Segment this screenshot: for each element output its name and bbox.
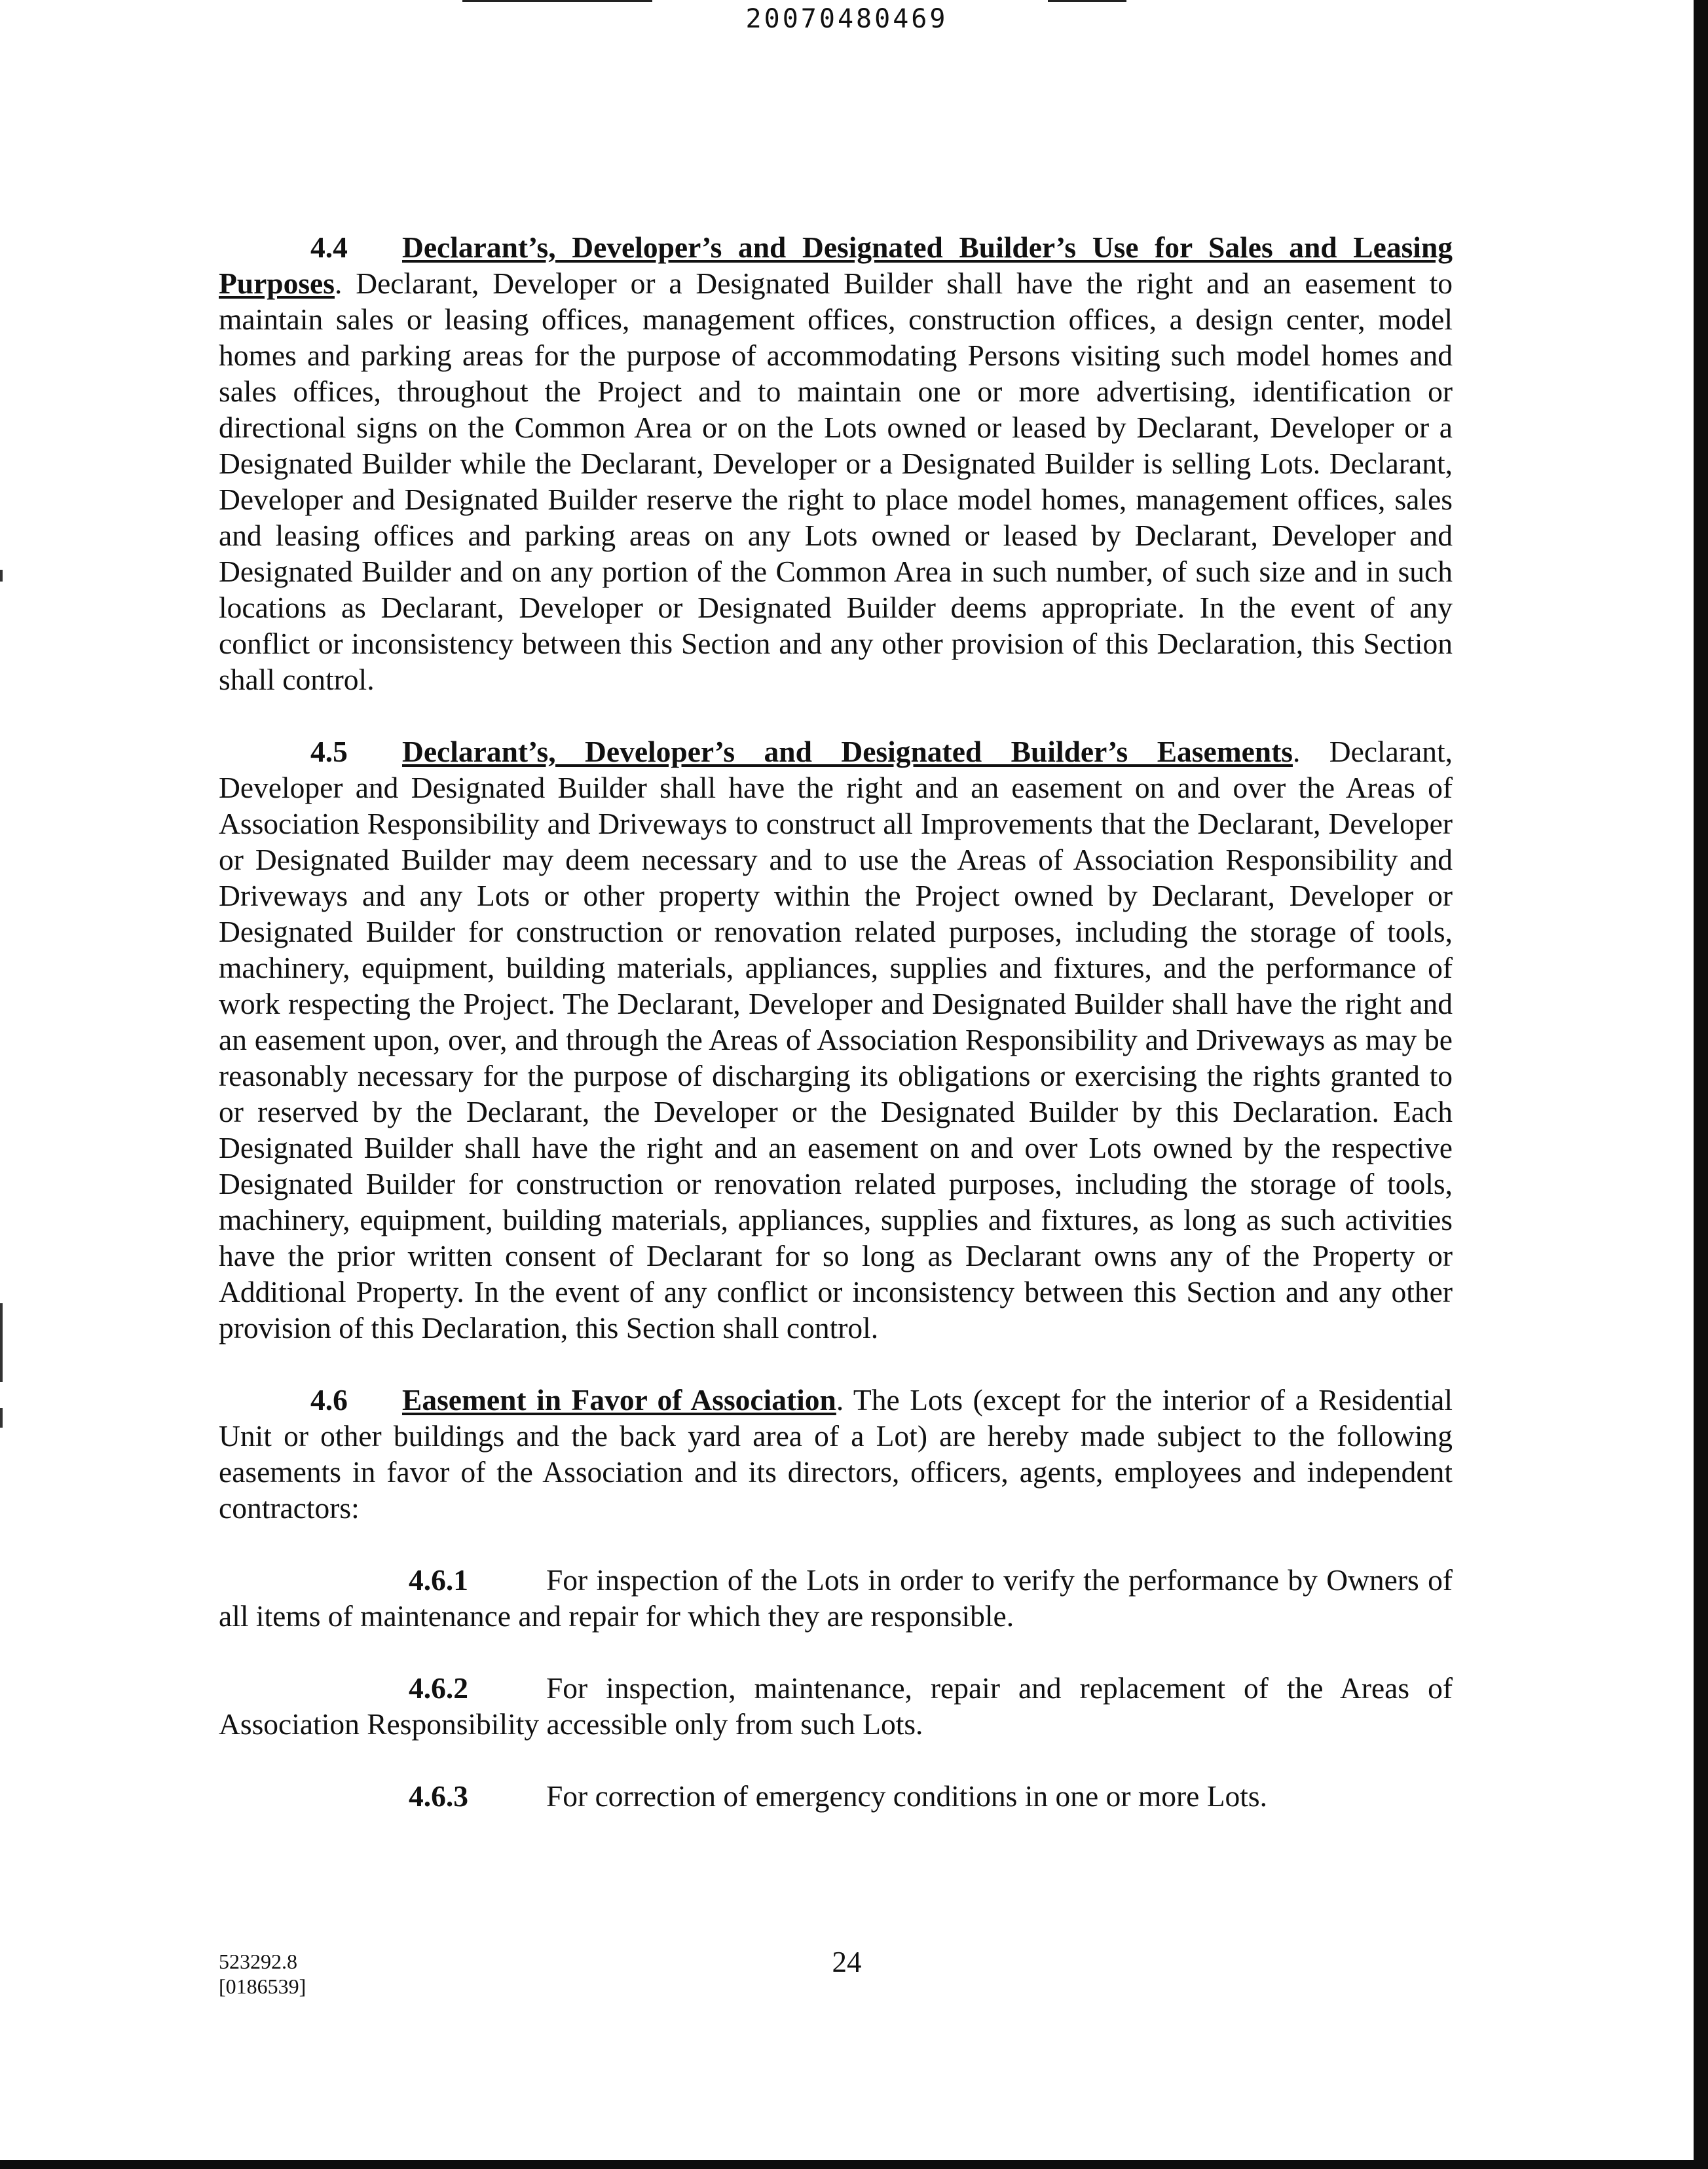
section-number: 4.5 (310, 735, 348, 768)
scan-mark (0, 1303, 3, 1382)
scan-edge (1694, 0, 1708, 2169)
section-title: Declarant’s, Developer’s and Designated Builder’s Easements (402, 735, 1293, 768)
scan-mark (0, 1408, 3, 1428)
subsection-text: For correction of emergency conditions in one or more Lots. (546, 1779, 1267, 1813)
section-text: . Declarant, Developer or a Designated Builder shall have the right and an easement to maintain sales or leasing offices, management offices, construction offices, a design center, model homes and parking areas for the purpose of accommodating Persons visiting such model homes and sales offices, throughout the Project and to maintain one or more advertising, identification or directional signs on the Common Area or on the Lots owned or leased by Declarant, Developer or a Designated Builder while the Declarant, Developer or a Designated Builder is selling Lots. Declarant, Developer and Designated Builder reserve the right to place model homes, management offices, sales and leasing offices and parking areas on any Lots owned or leased by Declarant, Developer and Designated Builder and on any portion of the Common Area in such number, of such size and in such locations as Declarant, Developer or Designated Builder deems appropriate. In the event of any conflict or inconsistency between this Section and any other provision of this Declaration, this Section shall control. (219, 267, 1453, 696)
scan-rule (462, 0, 652, 2)
subsection-number: 4.6.3 (409, 1779, 468, 1813)
section-number: 4.6 (310, 1383, 348, 1417)
section-text: . Declarant, Developer and Designated Builder shall have the right and an easement on and over the Areas of Association Responsibility and Driveways to construct all Improvements that the Declarant, Developer or Designated Builder may deem necessary and to use the Areas of Association Responsibility and Driveways and any Lots or other property within the Project owned by Declarant, Developer or Designated Builder for construction or renovation related purposes, including the storage of tools, machinery, equipment, building materials, appliances, supplies and fixtures, and the performance of work respecting the Project. The Declarant, Developer and Designated Builder shall have the right and an easement upon, over, and through the Areas of Association Responsibility and Driveways as may be reasonably necessary for the purpose of discharging its obligations or exercising the rights granted to or reserved by the Declarant, the Developer or the Designated Builder by this Declaration. Each Designated Builder shall have the right and an easement on and over Lots owned by the respective Designated Builder for construction or renovation related purposes, including the storage of tools, machinery, equipment, building materials, appliances, supplies and fixtures, as long as such activities have the prior written consent of Declarant for so long as Declarant owns any of the Property or Additional Property. In the event of any conflict or inconsistency between this Section and any other provision of this Declaration, this Section shall control. (219, 735, 1453, 1344)
subsection-4-6-3 (219, 1778, 1453, 1814)
subsection-text: For inspection, maintenance, repair and replacement of the Areas of Association Responsibility accessible only from such Lots. (219, 1671, 1453, 1741)
section-text: . The Lots (except for the interior of a Residential Unit or other buildings and the back yard area of a Lot) are hereby made subject to the following easements in favor of the Association and its directors, officers, agents, employees and independent contractors: (219, 1383, 1453, 1525)
footer-client-code: [0186539] (219, 1974, 306, 1998)
scan-mark (0, 570, 3, 582)
page-number: 24 (832, 1946, 862, 1978)
recording-number: 20070480469 (745, 4, 948, 34)
subsection-number: 4.6.1 (409, 1563, 468, 1597)
section-title: Easement in Favor of Association (402, 1383, 836, 1417)
document-body (219, 229, 1453, 1850)
section-number: 4.4 (310, 231, 348, 264)
section-4-4 (219, 229, 1453, 697)
subsection-number: 4.6.2 (409, 1671, 468, 1705)
section-title: Declarant’s, Developer’s and Designated Builder’s Use for Sales and Leasing (402, 231, 1453, 264)
subsection-4-6-2 (219, 1670, 1453, 1742)
section-title-continued: Purposes (219, 267, 335, 300)
section-4-6 (219, 1382, 1453, 1526)
footer-doc-id: 523292.8 (219, 1950, 297, 1973)
section-4-5 (219, 733, 1453, 1346)
subsection-text: For inspection of the Lots in order to verify the performance by Owners of all items of maintenance and repair for which they are responsible. (219, 1563, 1453, 1633)
subsection-4-6-1 (219, 1562, 1453, 1634)
scan-rule (1048, 0, 1126, 2)
scan-edge (0, 2160, 1708, 2169)
